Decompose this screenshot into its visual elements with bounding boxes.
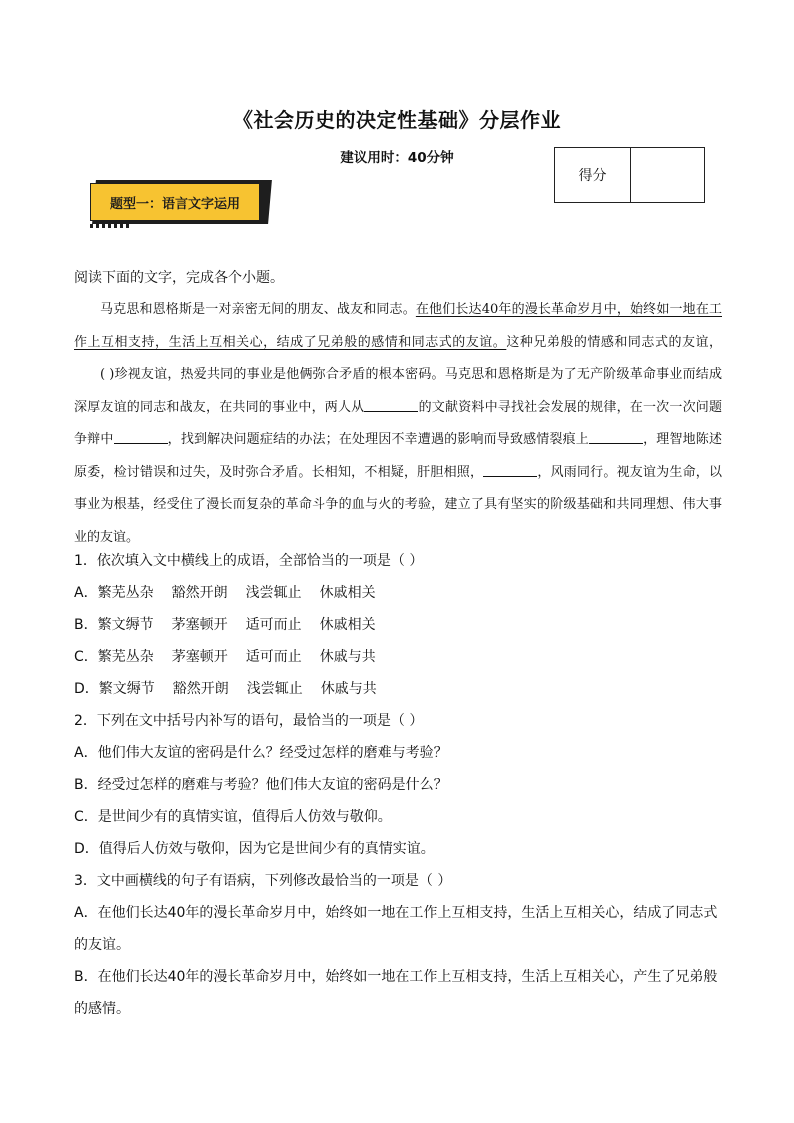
passage-sentence: 珍视友谊，热爱共同的事业是他俩弥合矛盾的根本密码。马克思和恩格斯是为了无产阶级革命事业而结成深厚友谊的同志和战友，在共同的事业中，两人从 bbox=[74, 367, 722, 415]
passage-sentence: ，风雨同行。视友谊为生命，以事业为根基，经受住了漫长而复杂的革命斗争的血与火的考验，建立了具有坚实的阶级基础和共同理想、伟大事业的友谊。 bbox=[74, 464, 722, 545]
option-letter: C． bbox=[74, 649, 98, 665]
option-word: 休戚相关 bbox=[319, 585, 376, 601]
option-word: 繁文缛节 bbox=[97, 617, 154, 633]
question-2-stem: 2．下列在文中括号内补写的语句，最恰当的一项是（ ） bbox=[74, 713, 424, 729]
question-2-option-c[interactable]: C．是世间少有的真情实谊，值得后人仿效与敬仰。 bbox=[74, 809, 392, 825]
option-letter: B． bbox=[74, 617, 98, 633]
question-1-option-c[interactable] bbox=[74, 641, 722, 673]
question-3-option-a[interactable]: A．在他们长达40年的漫长革命岁月中，始终如一地在工作上互相支持，生活上互相关心，结成了同志式的友谊。 bbox=[74, 905, 718, 953]
option-word: 适可而止 bbox=[245, 617, 302, 633]
question-2-option-a[interactable]: A．他们伟大友谊的密码是什么？经受过怎样的磨难与考验？ bbox=[74, 745, 448, 761]
question-1-stem: 1．依次填入文中横线上的成语，全部恰当的一项是（ ） bbox=[74, 553, 424, 569]
passage-sentence: 这种兄弟般的情感和同志式的友谊， bbox=[506, 334, 722, 350]
blank-2[interactable] bbox=[114, 429, 168, 444]
answer-parenthesis[interactable]: ( ) bbox=[100, 367, 115, 382]
blank-3[interactable] bbox=[589, 429, 643, 444]
option-word: 休戚相关 bbox=[319, 617, 376, 633]
option-word: 休戚与共 bbox=[319, 649, 376, 665]
question-2-option-b[interactable]: B．经受过怎样的磨难与考验？他们伟大友谊的密码是什么？ bbox=[74, 777, 448, 793]
reading-passage bbox=[74, 294, 722, 554]
question-2-option-d[interactable]: D．值得后人仿效与敬仰，因为它是世间少有的真情实谊。 bbox=[74, 841, 435, 857]
blank-1[interactable] bbox=[364, 397, 418, 412]
question-1-option-d[interactable] bbox=[74, 673, 722, 705]
score-value-cell[interactable] bbox=[631, 148, 704, 202]
section-label: 题型一：语言文字运用 bbox=[90, 183, 260, 221]
option-word: 豁然开朗 bbox=[172, 681, 229, 697]
section-banner bbox=[88, 178, 272, 228]
option-word: 繁芜丛杂 bbox=[97, 585, 154, 601]
score-label: 得分 bbox=[555, 148, 631, 202]
option-word: 休戚与共 bbox=[320, 681, 377, 697]
passage-sentence: ，找到解决问题症结的办法；在处理因不幸遭遇的影响而导致感情裂痕上 bbox=[167, 432, 589, 447]
suggested-time: 建议用时：40分钟 bbox=[340, 150, 454, 166]
reading-instruction: 阅读下面的文字，完成各个小题。 bbox=[74, 270, 284, 286]
page-title: 《社会历史的决定性基础》分层作业 bbox=[233, 108, 561, 132]
banner-dots-decoration bbox=[90, 224, 130, 228]
passage-sentence: ，理智地陈述原委，检讨错误和过失，及时弥合矛盾。长相知，不相疑，肝胆相照， bbox=[74, 432, 722, 480]
passage-sentence: 的文献资料中寻找社会发展的规律，在一次一次问题争辩中 bbox=[74, 399, 722, 447]
question-1-option-a[interactable] bbox=[74, 577, 722, 609]
option-word: 豁然开朗 bbox=[171, 585, 228, 601]
option-word: 茅塞顿开 bbox=[171, 617, 228, 633]
blank-4[interactable] bbox=[483, 462, 537, 477]
score-box bbox=[554, 147, 705, 203]
option-letter: D． bbox=[74, 681, 99, 697]
option-word: 茅塞顿开 bbox=[171, 649, 228, 665]
question-3-option-b[interactable]: B．在他们长达40年的漫长革命岁月中，始终如一地在工作上互相支持，生活上互相关心，产生了兄弟般的感情。 bbox=[74, 969, 718, 1017]
option-word: 适可而止 bbox=[245, 649, 302, 665]
option-word: 浅尝辄止 bbox=[245, 585, 302, 601]
option-word: 浅尝辄止 bbox=[246, 681, 303, 697]
question-1-option-b[interactable] bbox=[74, 609, 722, 641]
option-word: 繁芜丛杂 bbox=[97, 649, 154, 665]
option-word: 繁文缛节 bbox=[98, 681, 155, 697]
passage-sentence: 马克思和恩格斯是一对亲密无间的朋友、战友和同志。 bbox=[100, 302, 416, 317]
option-letter: A． bbox=[74, 585, 98, 601]
question-3-stem: 3．文中画横线的句子有语病，下列修改最恰当的一项是（ ） bbox=[74, 873, 452, 889]
underlined-sentence: 在他们长达40年的漫长革命岁月中，始终如一地在工作上互相支持，生活上互相关心，结成了兄弟般的感情和同志式的友谊。 bbox=[74, 302, 722, 350]
